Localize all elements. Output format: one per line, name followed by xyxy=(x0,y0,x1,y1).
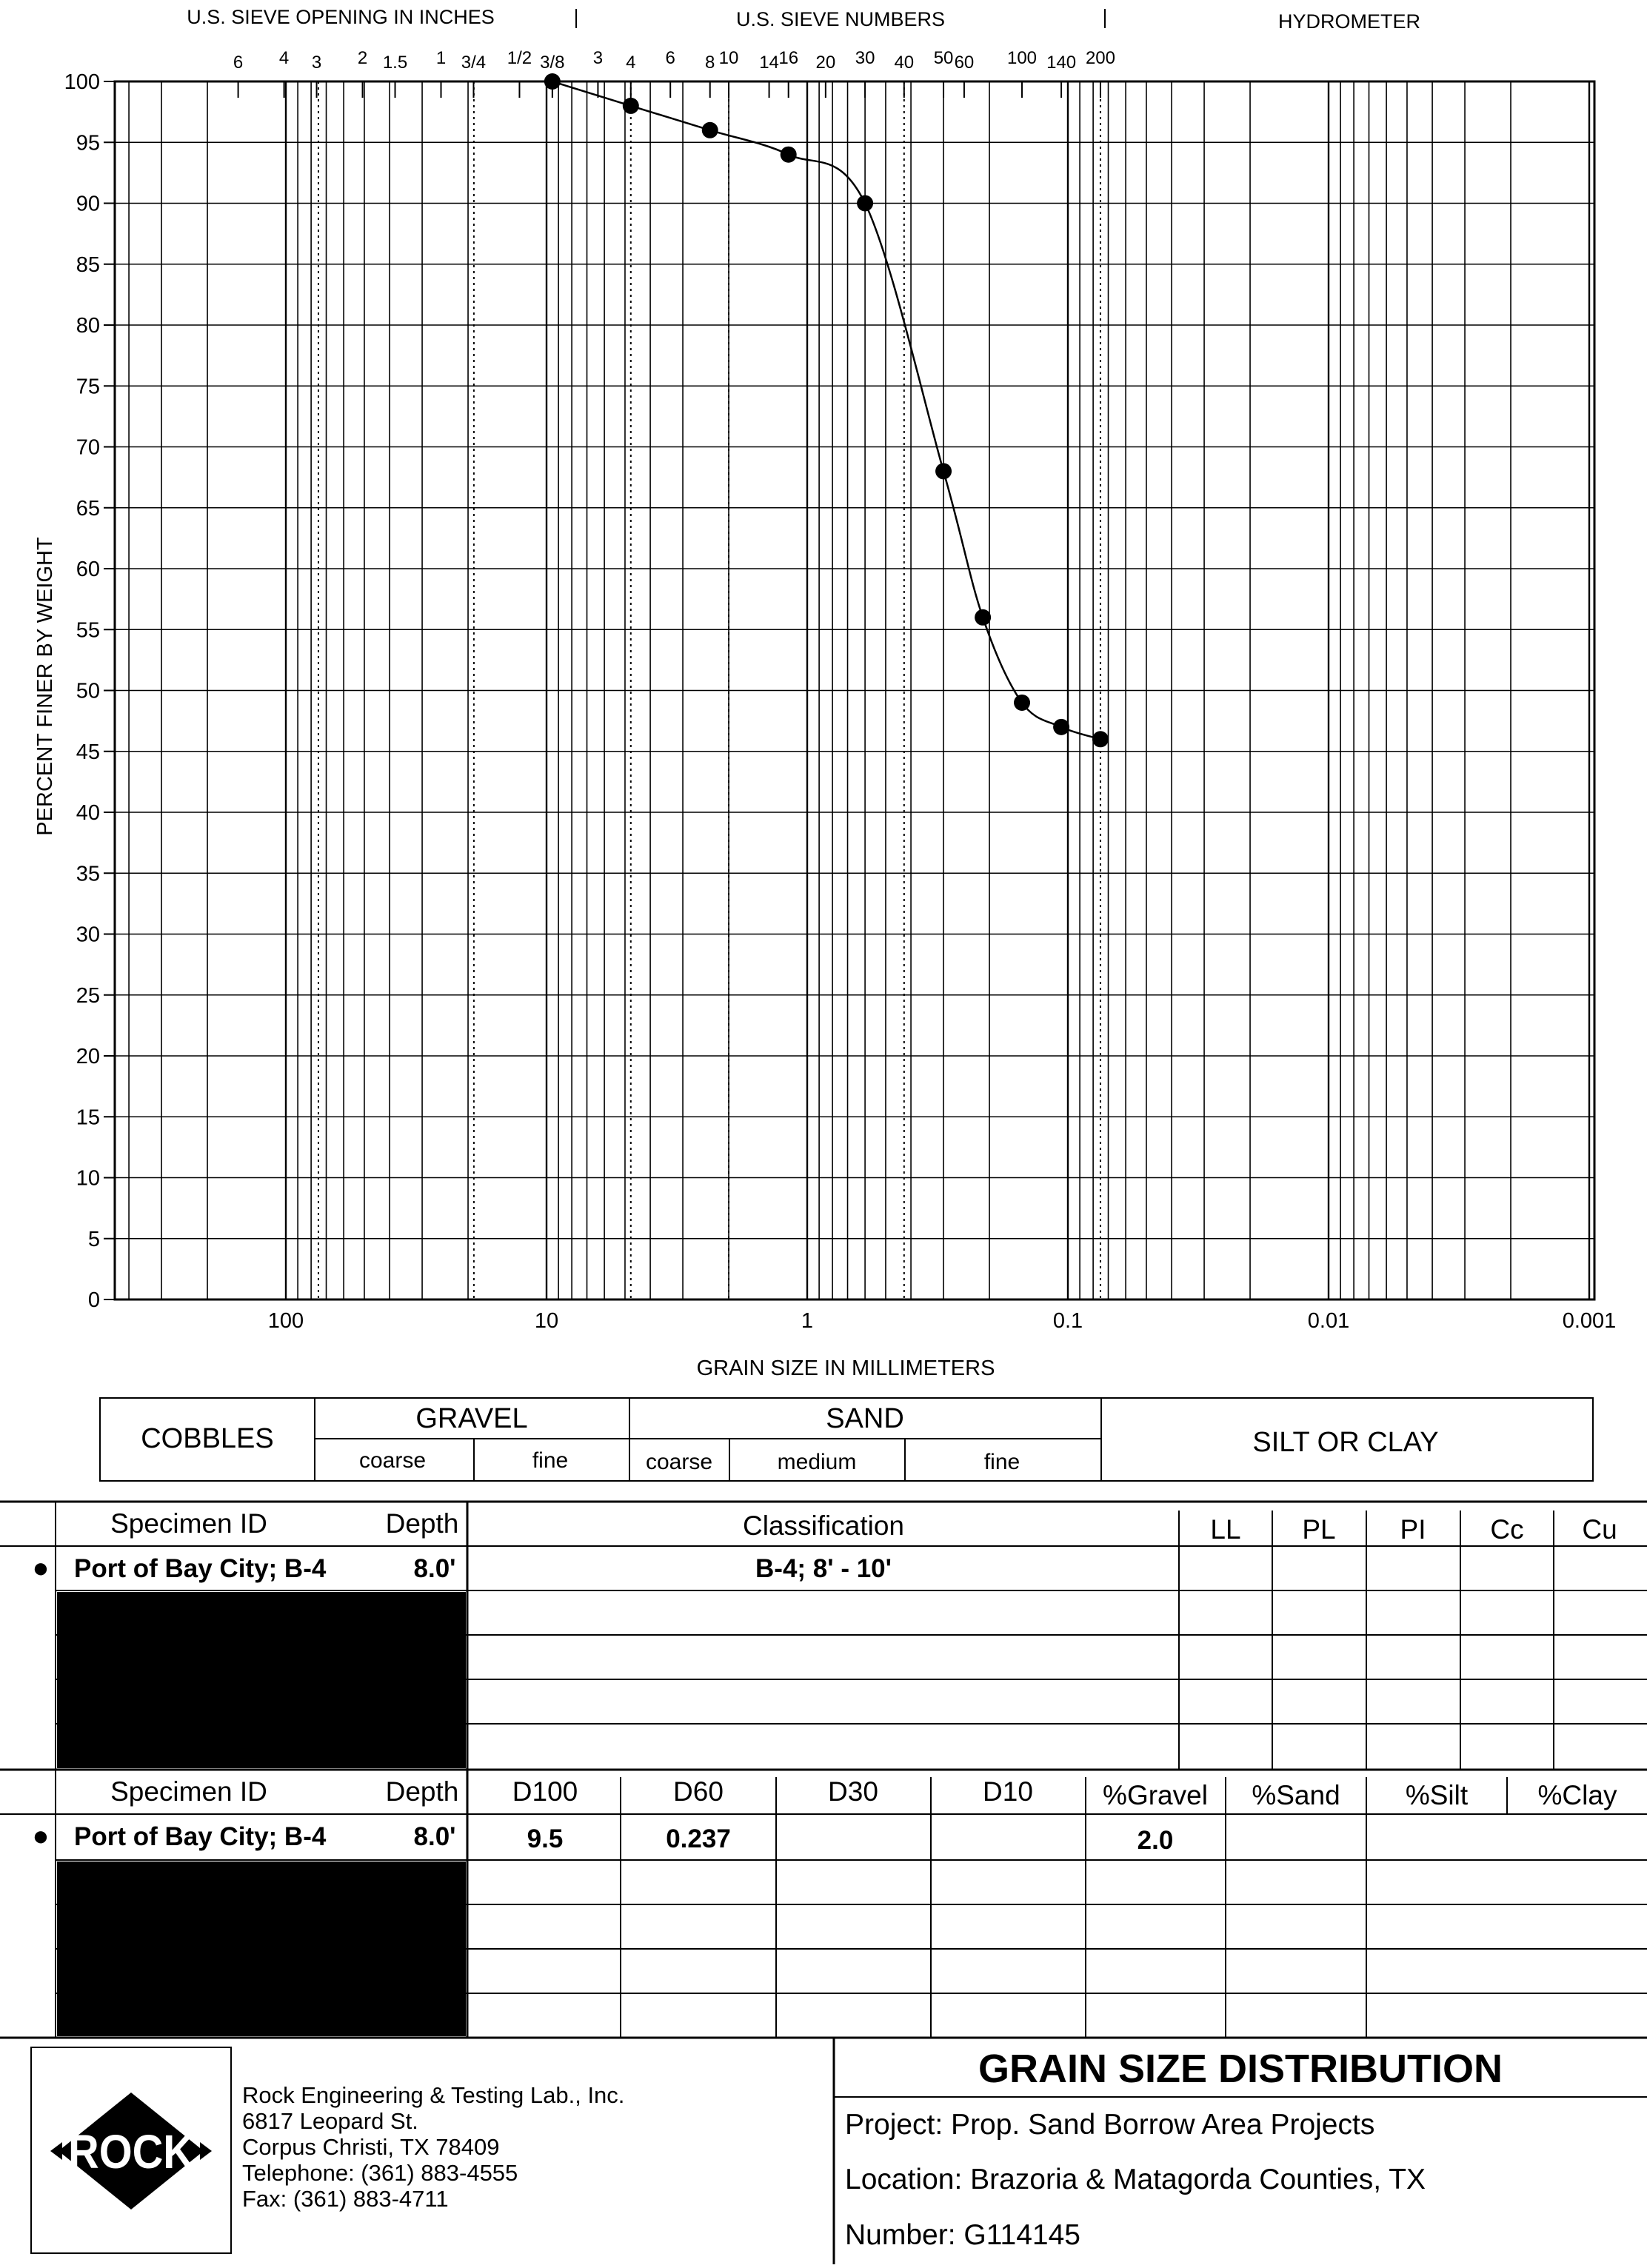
t2-header-specimen-id: Specimen ID xyxy=(110,1776,267,1807)
company-fax: Fax: (361) 883-4711 xyxy=(242,2186,449,2212)
soil-gravel-fine: fine xyxy=(532,1448,569,1473)
header-sieve-opening: U.S. SIEVE OPENING IN INCHES xyxy=(187,6,495,28)
sieve-label: 3 xyxy=(311,53,322,73)
x-tick-label: 100 xyxy=(267,1309,304,1333)
y-tick-label: 30 xyxy=(76,923,100,947)
data-series xyxy=(544,73,1109,747)
t2-row1-specimen-id: Port of Bay City; B-4 xyxy=(74,1822,327,1851)
t1-row1-depth: 8.0' xyxy=(413,1554,456,1583)
y-tick-label: 80 xyxy=(76,314,100,338)
soil-sand-coarse: coarse xyxy=(645,1450,713,1474)
y-tick-label: 55 xyxy=(76,618,100,643)
data-point xyxy=(1014,695,1030,711)
t2-header-pct-sand: %Sand xyxy=(1252,1780,1340,1810)
t1-header-depth: Depth xyxy=(385,1508,459,1539)
y-tick-label: 90 xyxy=(76,192,100,216)
company-address-2: Corpus Christi, TX 78409 xyxy=(242,2134,500,2160)
t2-row1-d100: 9.5 xyxy=(527,1824,564,1853)
y-tick-label: 75 xyxy=(76,375,100,399)
sieve-label: 1/2 xyxy=(507,48,532,68)
header-sieve-numbers: U.S. SIEVE NUMBERS xyxy=(735,8,946,30)
grain-size-chart xyxy=(33,6,1616,1380)
t1-header-cu: Cu xyxy=(1582,1514,1617,1545)
sieve-label: 3/4 xyxy=(461,53,487,73)
data-point xyxy=(702,122,718,138)
header-hydrometer: HYDROMETER xyxy=(1277,10,1421,33)
t2-header-pct-gravel: %Gravel xyxy=(1103,1780,1208,1810)
t2-header-depth: Depth xyxy=(385,1776,459,1807)
t1-row1-classification: B-4; 8' - 10' xyxy=(755,1554,892,1583)
data-point xyxy=(544,73,561,90)
company-telephone: Telephone: (361) 883-4555 xyxy=(242,2160,518,2186)
data-point xyxy=(935,463,952,479)
t2-header-pct-silt: %Silt xyxy=(1405,1780,1469,1810)
y-tick-label: 20 xyxy=(76,1045,100,1068)
report-title: GRAIN SIZE DISTRIBUTION xyxy=(978,2047,1503,2091)
sieve-label: 40 xyxy=(894,53,915,73)
data-point xyxy=(975,609,991,626)
t2-header-pct-clay: %Clay xyxy=(1537,1780,1617,1810)
sieve-label: 100 xyxy=(1006,48,1038,68)
series-line xyxy=(552,81,1100,739)
y-tick-label: 50 xyxy=(76,679,100,703)
x-tick-label: 10 xyxy=(534,1309,559,1333)
company-logo xyxy=(50,2093,212,2210)
sieve-label: 1.5 xyxy=(382,53,408,73)
data-point xyxy=(623,98,639,114)
sieve-label: 16 xyxy=(778,48,799,68)
y-tick-label: 10 xyxy=(76,1166,100,1191)
data-point xyxy=(1053,719,1069,735)
y-tick-label: 95 xyxy=(76,131,100,155)
y-tick-label: 65 xyxy=(76,496,100,521)
t1-row1-marker: ● xyxy=(32,1553,50,1584)
x-tick-label: 0.01 xyxy=(1307,1309,1350,1333)
sieve-label: 4 xyxy=(278,48,290,68)
sieve-label: 10 xyxy=(718,48,739,68)
data-point xyxy=(857,195,873,212)
soil-gravel: GRAVEL xyxy=(415,1403,528,1434)
t1-header-pi: PI xyxy=(1400,1514,1426,1545)
sieve-label: 3/8 xyxy=(540,53,565,73)
t2-row1-depth: 8.0' xyxy=(413,1822,456,1851)
logo-text: ROCK xyxy=(68,2125,194,2178)
x-axis xyxy=(268,1309,1616,1333)
location-line: Location: Brazoria & Matagorda Counties, TX xyxy=(845,2164,1426,2195)
t2-header-d100: D100 xyxy=(512,1776,578,1807)
t2-row1-pct-gravel: 2.0 xyxy=(1137,1826,1174,1855)
y-tick-label: 100 xyxy=(64,70,100,94)
t2-header-d30: D30 xyxy=(828,1776,878,1807)
sieve-label: 2 xyxy=(357,48,368,68)
data-point xyxy=(781,147,797,163)
t1-row1-specimen-id: Port of Bay City; B-4 xyxy=(74,1554,327,1583)
x-axis-title: GRAIN SIZE IN MILLIMETERS xyxy=(696,1357,995,1380)
t2-header-d60: D60 xyxy=(673,1776,724,1807)
y-tick-label: 15 xyxy=(76,1105,100,1130)
sieve-label: 20 xyxy=(815,53,836,73)
sieve-label: 6 xyxy=(665,48,675,68)
sieve-label: 8 xyxy=(705,53,715,73)
redacted-block-2 xyxy=(57,1861,466,2036)
y-tick-label: 60 xyxy=(76,558,100,581)
project-line: Project: Prop. Sand Borrow Area Projects xyxy=(845,2109,1375,2141)
sieve-label: 50 xyxy=(933,48,954,68)
soil-sand-fine: fine xyxy=(983,1450,1020,1474)
x-tick-label: 0.001 xyxy=(1562,1309,1617,1333)
sieve-label: 14 xyxy=(759,53,779,73)
y-tick-label: 70 xyxy=(76,435,100,460)
y-tick-label: 85 xyxy=(76,252,100,277)
sieve-label: 6 xyxy=(233,53,244,73)
sieve-label: 200 xyxy=(1085,48,1116,68)
t2-row1-d60: 0.237 xyxy=(666,1824,731,1853)
y-tick-label: 40 xyxy=(76,801,100,825)
sieve-label: 140 xyxy=(1046,53,1077,73)
x-tick-label: 0.1 xyxy=(1052,1309,1083,1333)
t1-header-ll: LL xyxy=(1210,1514,1241,1545)
redacted-block-1 xyxy=(57,1592,466,1768)
sieve-label: 30 xyxy=(855,48,875,68)
y-axis xyxy=(64,70,115,1312)
soil-sand: SAND xyxy=(826,1403,904,1434)
soil-cobbles: COBBLES xyxy=(141,1423,274,1454)
number-line: Number: G114145 xyxy=(845,2219,1080,2251)
y-tick-label: 35 xyxy=(76,862,100,886)
sieve-label: 4 xyxy=(626,53,636,73)
y-tick-label: 5 xyxy=(87,1227,100,1251)
data-point xyxy=(1092,731,1109,747)
t1-header-cc: Cc xyxy=(1490,1514,1524,1545)
y-tick-label: 25 xyxy=(76,983,100,1008)
sieve-label: 1 xyxy=(435,48,447,68)
t2-row1-marker: ● xyxy=(32,1821,50,1852)
sieve-labels xyxy=(233,48,1115,98)
t2-header-d10: D10 xyxy=(983,1776,1033,1807)
y-axis-title: PERCENT FINER BY WEIGHT xyxy=(33,537,57,836)
soil-silt-clay: SILT OR CLAY xyxy=(1252,1427,1439,1458)
sieve-label: 60 xyxy=(954,53,975,73)
sieve-label: 3 xyxy=(592,48,604,68)
company-address-1: 6817 Leopard St. xyxy=(242,2108,418,2134)
t1-header-classification: Classification xyxy=(743,1511,904,1541)
t1-header-pl: PL xyxy=(1302,1514,1336,1545)
chart-gridlines xyxy=(115,81,1594,1299)
y-tick-label: 45 xyxy=(76,740,100,764)
x-tick-label: 1 xyxy=(801,1309,814,1333)
soil-gravel-coarse: coarse xyxy=(358,1448,427,1473)
soil-sand-medium: medium xyxy=(777,1450,857,1474)
y-tick-label: 0 xyxy=(87,1288,100,1312)
company-name: Rock Engineering & Testing Lab., Inc. xyxy=(242,2082,625,2108)
t1-header-specimen-id: Specimen ID xyxy=(110,1508,267,1539)
